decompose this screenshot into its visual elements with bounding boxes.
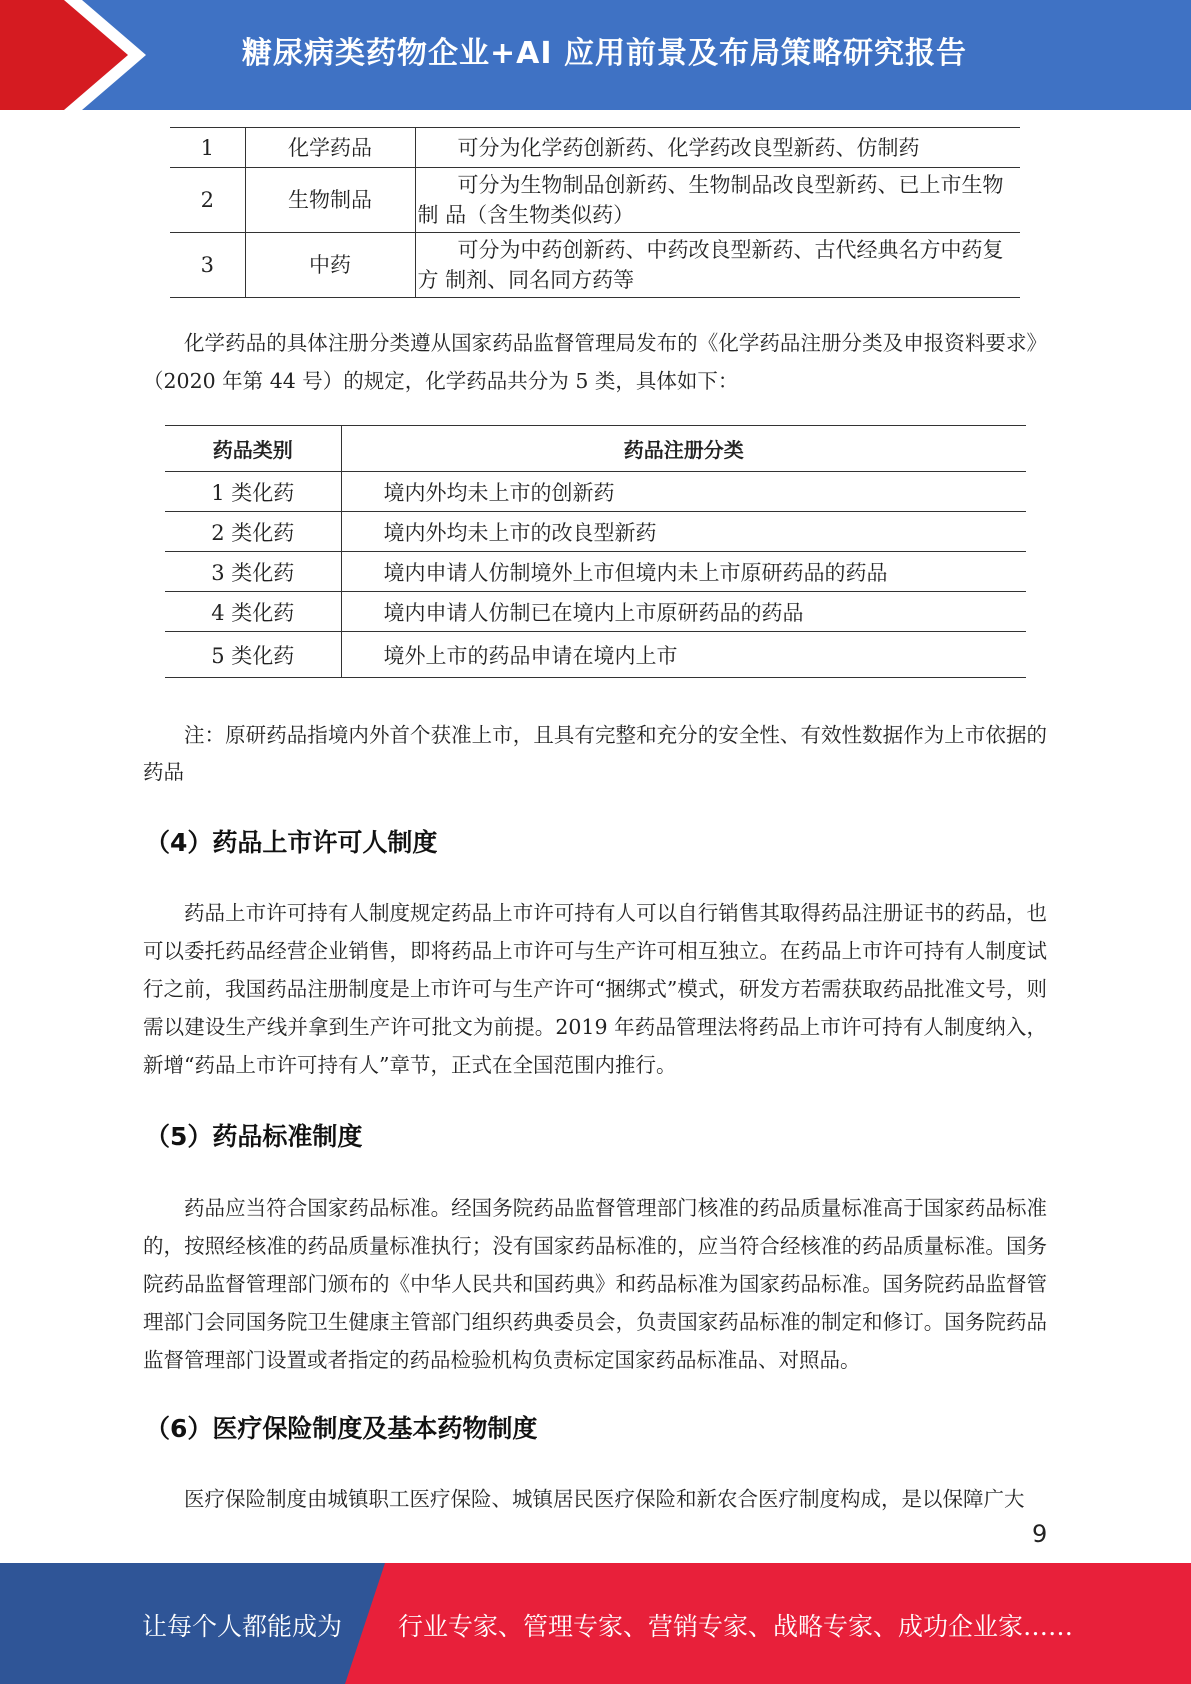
section-heading-6: （6）医疗保险制度及基本药物制度 — [145, 1414, 538, 1443]
table-row — [165, 552, 1026, 592]
section-heading-5: （5）药品标准制度 — [145, 1122, 363, 1151]
section-body-4: 药品上市许可持有人制度规定药品上市许可持有人可以自行销售其取得药品注册证书的药品，也可以委托药品经营企业销售，即将药品上市许可与生产许可相互独立。在药品上市许可持有人制度试行之前，我国药品注册制度是上市许可与生产许可“捆绑式”模式，研发方若需获取药品批准文号，则需以建设生产线并拿到生产许可批文为前提。2019 年药品管理法将药品上市许可持有人制度纳入，新增“药品上市许可持有人”章节，正式在全国范围内推行。 — [143, 901, 1047, 1077]
table-row — [165, 592, 1026, 632]
table-row — [165, 512, 1026, 552]
row-description: 可分为化学药创新药、化学药改良型新药、仿制药 — [457, 135, 920, 160]
column-header-type: 药品类别 — [165, 426, 341, 472]
classification-cell: 境内外均未上市的创新药 — [341, 472, 1026, 512]
table-row — [170, 128, 1020, 168]
drug-type-cell: 4 类化药 — [165, 592, 341, 632]
classification-cell: 境内外均未上市的改良型新药 — [341, 512, 1026, 552]
table-header-row — [165, 426, 1026, 472]
section-body-5: 药品应当符合国家药品标准。经国务院药品监督管理部门核准的药品质量标准高于国家药品标准的，按照经核准的药品质量标准执行；没有国家药品标准的，应当符合经核准的药品质量标准。国务院药品监督管理部门颁布的《中华人民共和国药典》和药品标准为国家药品标准。国务院药品监督管理部门会同国务院卫生健康主管部门组织药典委员会，负责国家药品标准的制定和修订。国务院药品监督管理部门设置或者指定的药品检验机构负责标定国家药品标准品、对照品。 — [143, 1196, 1047, 1372]
classification-cell: 境内申请人仿制已在境内上市原研药品的药品 — [341, 592, 1026, 632]
row-number: 1 — [170, 128, 245, 168]
page-header — [0, 0, 1191, 110]
page-number: 9 — [1032, 1520, 1048, 1548]
section-body-6: 医疗保险制度由城镇职工医疗保险、城镇居民医疗保险和新农合医疗制度构成，是以保障广大 — [184, 1487, 1025, 1511]
column-header-classification: 药品注册分类 — [341, 426, 1026, 472]
drug-type-cell: 2 类化药 — [165, 512, 341, 552]
footer-slogan-left: 让每个人都能成为 — [142, 1612, 343, 1641]
row-category: 生物制品 — [245, 168, 415, 233]
footer-slogan-right: 行业专家、管理专家、营销专家、战略专家、成功企业家…… — [398, 1612, 1074, 1641]
row-category: 化学药品 — [245, 128, 415, 168]
drug-type-cell: 5 类化药 — [165, 632, 341, 678]
page-footer — [0, 1563, 1191, 1684]
classification-cell: 境外上市的药品申请在境内上市 — [383, 643, 678, 668]
table-row — [170, 233, 1020, 298]
drug-category-table — [170, 127, 1020, 298]
section-heading-4: （4）药品上市许可人制度 — [145, 828, 438, 857]
row-number: 2 — [170, 168, 245, 233]
row-category: 中药 — [245, 233, 415, 298]
report-title: 糖尿病类药物企业+AI 应用前景及布局策略研究报告 — [242, 36, 967, 71]
chemical-drug-registration-table — [165, 425, 1026, 678]
drug-type-cell: 3 类化药 — [165, 552, 341, 592]
drug-type-cell: 1 类化药 — [165, 472, 341, 512]
table-row — [165, 632, 1026, 678]
row-number: 3 — [170, 233, 245, 298]
table-note: 注：原研药品指境内外首个获准上市，且具有完整和充分的安全性、有效性数据作为上市依据的药品 — [143, 723, 1047, 784]
row-description: 可分为生物制品创新药、生物制品改良型新药、已上市生物制 品（含生物类似药） — [417, 173, 1004, 227]
table-row — [165, 472, 1026, 512]
chemical-drug-intro-paragraph: 化学药品的具体注册分类遵从国家药品监督管理局发布的《化学药品注册分类及申报资料要求》（2020 年第 44 号）的规定，化学药品共分为 5 类，具体如下： — [143, 331, 1047, 393]
table-row — [170, 168, 1020, 233]
classification-cell: 境内申请人仿制境外上市但境内未上市原研药品的药品 — [341, 552, 1026, 592]
row-description: 可分为中药创新药、中药改良型新药、古代经典名方中药复方 制剂、同名同方药等 — [417, 238, 1004, 292]
